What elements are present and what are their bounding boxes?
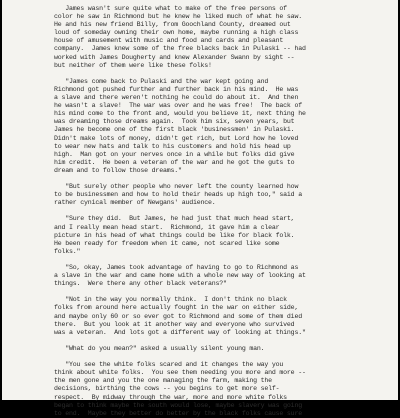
text-line: company. James knew some of the free blacks back in Pulaski -- had [54,45,306,53]
paragraph-gap [54,353,360,361]
paragraph-gap [54,288,360,296]
text-line: think about white folks. You see them needing you more and more -- [54,369,306,377]
text-line: folks from around here actually fought in the war on either side, [54,304,299,312]
text-line: loud of someday owning their own home, maybe running a high class [54,29,299,37]
text-line: rather cynical member of Newgans' audience. [54,199,216,207]
text-line: "What do you mean?" asked a usually silent young man. [54,344,265,352]
text-line: He been ready for freedom when it came, not scared like some [54,239,280,247]
text-line: was a veteran. And lots got a different way of looking at things." [54,328,306,336]
text-line: to wear new hats and talk to his customers and hold his head up [54,142,291,150]
text-line: folks." [54,247,81,255]
text-line: but neither of them were like these folks! [54,61,212,69]
text-line: and maybe only 60 or so ever got to Richmond and some of them died [54,312,302,320]
text-line: Richmond got pushed further and further back in his mind. He was [54,85,299,93]
paragraph [54,361,360,418]
text-line: his mind come to the front and, would you believe it, next thing he [54,110,306,118]
text-line: color he saw in Richmond but he knew he liked much of what he saw. [54,13,302,21]
paragraph-gap [54,175,360,183]
paragraph [54,78,360,175]
text-line: things. Were there any other black veterans?" [54,280,227,288]
paragraph-gap [54,70,360,78]
text-line: house of amusement with music and food and cards and pleasant [54,37,284,45]
text-line: "James come back to Pulaski and the war kept going and [54,77,269,85]
text-line: him credit. He been a veteran of the war and he got the guts to [54,158,295,166]
text-line: a slave and there weren't nothing he could do about it. And then [54,94,299,102]
paragraph-gap [54,337,360,345]
text-line: high. Man got on your nerves once in a while but folks did give [54,150,295,158]
paragraph [54,215,360,255]
paragraph [54,264,360,288]
document-page [2,0,398,417]
text-line: respect. By midway through the war, more and more white folks [54,393,287,401]
text-line: James wasn't sure quite what to make of the free persons of [54,5,287,12]
text-line: He and his new friend Billy, from Goochland County, dreamed out [54,21,291,29]
text-line: to be businessmen and how to hold their heads up high too," said a [54,191,302,199]
text-line: "So, okay, James took advantage of having to go to Richmond as [54,264,299,271]
paragraph [54,5,360,70]
text-line: "You see the white folks scared and it changes the way you [54,361,284,369]
text-line: James he become one of the first black 'businessmen' in Pulaski. [54,126,295,134]
text-line: there. But you look at it another way and everyone who survived [54,320,295,328]
text-line: picture in his head of what things could be like for black folk. [54,231,295,239]
text-line: a slave in the war and came home with a whole new way of looking at [54,272,306,280]
text-line: dream and to follow those dreams." [54,166,182,174]
text-line: and I really mean head start. Richmond, it gave him a clear [54,223,280,231]
text-line: to end. Maybe they better do better by the black folks cause sure [54,409,302,417]
text-line: the men gone and you the one managing the farm, making the [54,377,272,385]
text-line: he wasn't a slave! The war was over and he was free! The back of [54,102,302,110]
paragraph-gap [54,207,360,215]
paragraph-gap [54,256,360,264]
paragraph [54,183,360,207]
text-line: "Sure they did. But James, he had just that much head start, [54,215,295,223]
document-body [54,5,360,418]
text-line: "Not in the way you normally think. I don't think no black [54,296,287,304]
text-line: began to think maybe the south would lose, maybe slavery was going [54,401,302,409]
text-line: was dreaming those dreams again. Took him six, seven years, but [54,118,295,126]
text-line: Didn't make lots of money, didn't get rich, but Lord how he loved [54,134,299,142]
text-line: "But surely other people who never left the county learned how [54,183,299,191]
paragraph [54,296,360,336]
paragraph [54,345,360,353]
text-line: decisions, birthing the cows -- you begins to get more self- [54,385,280,393]
text-line: worked with James Dougherty and knew Alexander Swann by sight -- [54,53,295,61]
